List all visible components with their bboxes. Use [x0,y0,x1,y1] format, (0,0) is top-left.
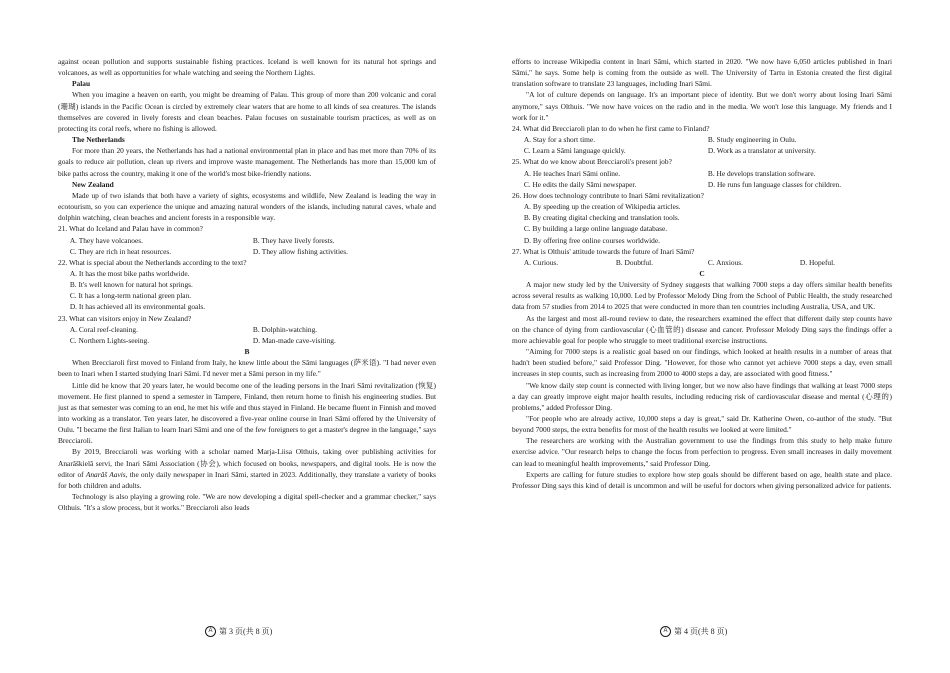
option: B. Dolphin-watching. [252,324,318,334]
option: B. They have lively forests. [252,235,335,245]
newspaper-name: Anarâš Aavis [85,469,126,479]
option: D. By offering free online courses worldwide. [523,235,660,245]
paragraph-iceland-end: against ocean pollution and supports sustainable fishing practices. Iceland is well known for its natural hot springs and volcanoes, as well as opportunities for whale watching and seeing the Northern Lights. [58,57,436,78]
paragraph-c7: Experts are calling for future studies to explore how step goals should be different based on age, health state and place. Professor Ding says this kind of detail is uncommon and will be useful for doctors when giving personalized advice for patients. [512,469,892,490]
question-24: 24. What did Brecciaroli plan to do when he first came to Finland? [512,123,710,133]
paragraph-b4: Technology is also playing a growing role. "We are now developing a digital spell-checker and a grammar checker," says Olthuis. "It's a slow process, but it works." Brecciaroli also leads [58,492,436,513]
question-21-options [58,235,436,257]
option: A. Coral reef-cleaning. [69,324,138,334]
option: C. Anxious. [707,257,744,267]
paragraph-c2: As the largest and most all-round review to date, the researchers examined the effect that different daily step counts have on the chance of dying from cardiovascular (心血管的) disease and cancer. Professor Melody Ding says the findings offer a more achievable goal for people who struggle to meet traditional exercise instructions. [512,313,892,345]
page-footer-left [205,626,272,637]
paragraph-c6: The researchers are working with the Australian government to use the findings from this study to help make future exercise advice. "Our research helps to change the focus from perfection to progress. Even small increases in daily movement can lead to meaningful health improvements," said Professor Ding. [512,436,892,468]
option: A. He teaches Inari Sāmi online. [523,168,621,178]
paragraph-b3-text: , the only daily newspaper in Inari Sāmi, started in 2023. Additionally, they translate a variety of books for both children and adults. [58,469,436,490]
option: B. He develops translation software. [707,168,816,178]
option: D. They allow fishing activities. [252,246,349,256]
paragraph-palau: When you imagine a heaven on earth, you might be dreaming of Palau. This group of more than 200 volcanic and coral (珊瑚) islands in the Pacific Ocean is circled by extremely clear waters that are home to all kinds of sea creatures. The islands themselves are covered in lively forests and clean beaches. Palau focuses on sustainable tourism practices, as well as on protecting its coral reefs, where no fishing is allowed. [58,90,436,133]
question-27: 27. What is Olthuis' attitude towards the future of Inari Sāmi? [512,246,695,256]
page-footer-right [660,626,727,637]
paper-version-mark: A [205,626,216,637]
option: B. Doubtful. [615,257,654,267]
option: C. He edits the daily Sāmi newspaper. [523,179,637,189]
section-heading-c: C [699,268,705,278]
paragraph-c5: "For people who are already active, 10,000 steps a day is great," said Dr. Katherine Owen, co-author of the study. "But beyond 7000 steps, the extra benefits for most of the health results we looked at were limited." [512,414,892,435]
question-23: 23. What can visitors enjoy in New Zealand? [58,313,192,323]
option: C. Learn a Sāmi language quickly. [523,146,626,156]
question-22-options [58,268,436,313]
question-26: 26. How does technology contribute to Inari Sāmi revitalization? [512,190,704,200]
question-23-options [58,324,436,346]
question-27-options [512,257,892,268]
section-heading-b: B [244,347,250,357]
option: D. It has achieved all its environmental goals. [69,302,206,312]
paragraph-b2: Little did he know that 20 years later, he would become one of the leading persons in the Inari Sāmi revitalization (恢复) movement. He first planned to spend a semester in Tampere, Finland, then return home to finish his engineering studies. But just as that semester was coming to an end, he met his wife and thus stayed in Finland. He became fluent in Finnish and moved into working as a translator. Ten years later, he discovered a five-year online course in Inari Sāmi offered by the University of Oulu. "I became the first Italian to learn Inari Sāmi and one of the few foreigners to get a master's degree in the language," says Brecciaroli. [58,380,436,446]
question-26-options [512,201,892,246]
option: C. They are rich in heat resources. [69,246,172,256]
paragraph-b3-text: By 2019, Brecciaroli was working with a scholar named Marja-Liisa Olthuis, taking over publishing activities for Anarâškielâ servi, the Inari Sāmi Association (协会), which focused on books, newspapers, and digital tools. He is now the editor of [58,447,436,479]
right-column [512,56,892,491]
paragraph-netherlands: For more than 20 years, the Netherlands has had a national environmental plan in place and has met more than 70% of its goals to reduce air pollution, clean up rivers and improve waste management. The Netherlands has more than 15,000 km of bike paths across the country, making it one of the world's most bike-friendly nations. [58,146,436,178]
option: D. He runs fun language classes for children. [707,179,842,189]
option: B. It's well known for natural hot springs. [69,280,193,290]
paragraph-c1: A major new study led by the University of Sydney suggests that walking 7000 steps a day offers similar health benefits across several results as walking 10,000. Led by Professor Melody Ding from the School of Public Health, the study researched data from 57 studies from 2014 to 2025 that were conducted in more than ten countries including Australia, USA, and UK. [512,280,892,312]
option: C. Northern Lights-seeing. [69,335,150,345]
question-25-options [512,168,892,190]
option: A. Curious. [523,257,559,267]
page-number: 第 3 页(共 8 页) [219,626,273,636]
heading-netherlands: The Netherlands [72,135,125,145]
paragraph-b4-continued: efforts to increase Wikipedia content in Inari Sāmi, which started in 2020. "We now have 6,050 articles published in Inari Sāmi," he says. Some help is coming from the outside as well. The University of Tartu in Estonia created the first digital translation software to translate 23 languages, including Inari Sāmi. [512,57,892,89]
paragraph-c4: "We know daily step count is connected with living longer, but we now also have findings that walking at least 7000 steps a day can greatly improve eight major health results, including reducing risk of cardiovascular disease and mental (心理的) problems," added Professor Ding. [512,380,892,412]
heading-new-zealand: New Zealand [72,179,114,189]
paragraph-new-zealand: Made up of two islands that both have a variety of sights, ecosystems and wildlife, New Zealand is leading the way in ecotourism, so you can experience the unique and amazing natural wonders of the islands, including natural caves, whale and dolphin watching, clean beaches and ancient forests in a responsible way. [58,190,436,223]
heading-palau: Palau [72,79,91,89]
option: A. They have volcanoes. [69,235,143,245]
question-25: 25. What do we know about Brecciaroli's present job? [512,157,672,167]
option: C. By building a large online language database. [523,224,668,234]
option: D. Hopeful. [799,257,836,267]
option: C. It has a long-term national green plan. [69,291,192,301]
left-column [58,56,436,513]
paper-version-mark: A [660,626,671,637]
paragraph-b3 [58,446,436,491]
option: B. By creating digital checking and translation tools. [523,213,680,223]
option: D. Work as a translator at university. [707,146,816,156]
option: D. Man-made cave-visiting. [252,335,336,345]
question-24-options [512,134,892,156]
paragraph-b5: "A lot of culture depends on language. It's an important piece of identity. But we don't worry about losing Inari Sāmi anymore," says Olthuis. "We now have voices on the radio and in the media. We won't lose this language. My friends and I work for it." [512,90,892,122]
option: B. Study engineering in Oulu. [707,135,797,145]
option: A. By speeding up the creation of Wikipedia articles. [523,202,681,212]
question-21: 21. What do Iceland and Palau have in common? [58,224,203,234]
question-22: 22. What is special about the Netherlands according to the text? [58,257,247,267]
paragraph-c3: "Aiming for 7000 steps is a realistic goal based on our findings, which looked at health results in a number of areas that hadn't been studied before," said Professor Ding. "However, for those who cannot yet achieve 7000 steps a day, even small increases in step counts, such as increasing from 2000 to 4000 steps a day, are associated with good fitness." [512,347,892,379]
paragraph-b1: When Brecciaroli first moved to Finland from Italy, he knew little about the Sāmi languages (萨米语). "I had never even been to Inari when I started studying Inari Sāmi. I'd never met a Sāmi person in my life." [58,358,436,379]
option: A. It has the most bike paths worldwide. [69,268,190,278]
page-number: 第 4 页(共 8 页) [674,626,728,636]
option: A. Stay for a short time. [523,135,596,145]
